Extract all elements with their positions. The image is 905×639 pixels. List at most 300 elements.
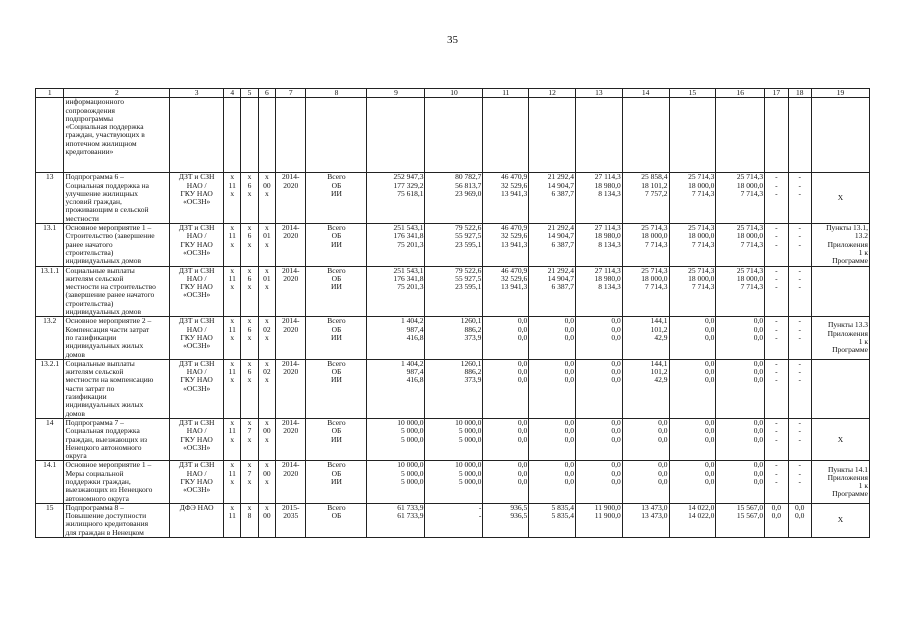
row-source-line: Всего (327, 503, 346, 512)
row-value-line: 18 980,0 (594, 231, 621, 241)
row-value-line: 0,0 (658, 476, 668, 486)
row-code-line: 00 (263, 468, 271, 478)
row-value (788, 418, 811, 460)
row-value (669, 461, 716, 503)
row-code-line: x (264, 460, 269, 470)
row-value-line: 27 114,3 (594, 266, 621, 275)
row-value (622, 224, 669, 266)
row-value (575, 224, 622, 266)
row-code-line: 8 (247, 511, 252, 521)
row-source-line: Всего (327, 223, 346, 233)
row-value (575, 266, 622, 317)
row-value-line: 886,2 (464, 324, 482, 334)
row-value-line: 75 201,3 (397, 282, 424, 292)
row-value-line: 0,0 (658, 418, 668, 427)
row-name (64, 317, 170, 359)
intro-empty-cell (788, 98, 811, 173)
row-value (716, 317, 765, 359)
row-value-line: 251 543,1 (393, 223, 424, 233)
row-value-line: - (775, 332, 778, 342)
row-code (224, 317, 241, 359)
row-value (575, 418, 622, 460)
row-value-line: 0,0 (611, 316, 621, 326)
row-value-line: 0,0 (517, 426, 528, 436)
row-value (425, 503, 483, 537)
row-years-line: 2020 (283, 468, 299, 478)
row-value-line: 8 134,3 (598, 239, 621, 249)
row-value (367, 503, 425, 537)
row-value-line: - (798, 223, 801, 233)
row-name-line: автономного округа (65, 493, 129, 503)
row-value-line: 416,8 (406, 332, 424, 342)
row-value-line: 0,0 (753, 418, 764, 427)
row-value (765, 317, 788, 359)
row-name-line: домов (65, 408, 85, 418)
row-value-line: 32 529,6 (500, 273, 528, 283)
row-value (425, 266, 483, 317)
row-note-line: 1 к (858, 337, 868, 347)
row-years-line: 2014- (281, 266, 300, 275)
row-value (669, 503, 716, 537)
row-note-line: Программе (832, 345, 868, 355)
row-executor (170, 503, 224, 537)
row-name-line: Подпрограмма 7 – (65, 418, 124, 427)
row-value (788, 173, 811, 224)
row-value (425, 461, 483, 503)
header-cell: 14 (622, 89, 669, 98)
intro-empty-cell (575, 98, 622, 173)
row-value-line: - (798, 188, 801, 198)
row-code (224, 461, 241, 503)
row-value (788, 359, 811, 418)
row-years (275, 173, 306, 224)
row-value (529, 503, 576, 537)
intro-name-line: кредитовании» (65, 147, 114, 157)
row-name-line: индивидуальных жилых (65, 341, 144, 351)
row-code-line: x (230, 188, 235, 198)
row-value-line: 23 595,1 (455, 239, 482, 249)
row-value (669, 418, 716, 460)
row-code-line: x (230, 282, 235, 292)
row-value-line: - (775, 180, 778, 190)
row-value-line: - (798, 418, 801, 427)
row-number: 13.2.1 (36, 359, 64, 418)
row-code-line: x (264, 418, 269, 427)
row-value-line: 46 470,9 (500, 172, 528, 182)
row-code-line: 00 (263, 180, 271, 190)
row-value-line: 14 904,7 (547, 273, 574, 283)
row-executor-line: ГКУ НАО (180, 282, 213, 292)
row-name (64, 266, 170, 317)
row-number: 13 (36, 173, 64, 224)
row-value-line: 0,0 (611, 434, 621, 444)
header-cell: 11 (483, 89, 529, 98)
row-executor-line: ДЗТ и СЗН (178, 316, 215, 326)
row-name-line: Социальные выплаты (65, 266, 135, 275)
row-value-line: 0,0 (795, 503, 805, 512)
row-name-line: индивидуальных домов (65, 256, 142, 266)
intro-empty-cell (765, 98, 788, 173)
row-value-line: 25 858,4 (641, 172, 668, 182)
row-value-line: 18 000,0 (688, 180, 715, 190)
row-note-line: Пункты 13.1, (826, 223, 868, 233)
row-value (669, 317, 716, 359)
row-value-line: 0,0 (753, 434, 764, 444)
row-years (275, 266, 306, 317)
row-value (529, 224, 576, 266)
row-name-line: индивидуальных жилых (65, 400, 144, 410)
row-value-line: 5 000,0 (400, 434, 424, 444)
row-value-line: 11 900,0 (594, 511, 621, 521)
row-value-line: 0,0 (704, 359, 715, 368)
row-years-line: 2020 (283, 367, 299, 377)
row-value-line: 0,0 (517, 434, 528, 444)
row-name-line: Подпрограмма 8 – (65, 503, 124, 512)
row-name-line: Повышение доступности (65, 511, 147, 521)
row-value-line: 0,0 (517, 359, 528, 368)
row-value-line: 55 927,5 (455, 273, 482, 283)
header-cell: 3 (170, 89, 224, 98)
row-value (483, 461, 529, 503)
row-years-line: 2020 (283, 273, 299, 283)
row-value-line: 75 618,1 (397, 188, 424, 198)
row-value-line: 61 733,9 (397, 503, 424, 512)
row-executor (170, 224, 224, 266)
row-value (483, 266, 529, 317)
row-value (765, 418, 788, 460)
row-value-line: 0,0 (704, 332, 715, 342)
row-value-line: 0,0 (704, 460, 715, 470)
row-value-line: 0,0 (611, 476, 621, 486)
header-cell: 10 (425, 89, 483, 98)
row-value-line: 0,0 (753, 375, 764, 385)
row-value-line: 5 000,0 (458, 434, 482, 444)
row-code-line: 00 (263, 426, 271, 436)
row-source-line: Всего (327, 418, 346, 427)
row-value-line: 0,0 (564, 460, 574, 470)
intro-name-line: ипотечном жилищном (65, 138, 137, 148)
row-value-line: 10 000,0 (455, 418, 482, 427)
row-years-line: 2015- (281, 503, 300, 512)
row-code (258, 503, 275, 537)
row-value-line: 0,0 (611, 324, 621, 334)
row-value-line: 987,4 (406, 367, 424, 377)
row-code-line: x (247, 332, 252, 342)
row-code-line: x (230, 316, 235, 326)
row-value-line: 7 714,3 (740, 188, 764, 198)
row-name-line: Социальные выплаты (65, 359, 135, 368)
row-note (811, 461, 869, 503)
intro-empty-cell (811, 98, 869, 173)
row-value (575, 317, 622, 359)
row-code-line: x (230, 418, 235, 427)
header-cell: 19 (811, 89, 869, 98)
row-note-line: 1 к (858, 247, 868, 257)
row-name (64, 224, 170, 266)
row-value-line: 251 543,1 (393, 266, 424, 275)
row-executor-line: НАО / (186, 273, 207, 283)
row-value (483, 359, 529, 418)
row-executor-line: ДЗТ и СЗН (178, 266, 215, 275)
row-value (716, 224, 765, 266)
intro-empty-cell (258, 98, 275, 173)
row-value-line: 25 714,3 (688, 223, 715, 233)
row-value-line: 0,0 (704, 316, 715, 326)
row-executor (170, 317, 224, 359)
row-value-line: 10 000,0 (397, 418, 424, 427)
row-code-line: x (264, 172, 269, 182)
row-value (367, 359, 425, 418)
row-value-line: 886,2 (464, 367, 482, 377)
row-value-line: - (775, 468, 778, 478)
intro-empty-cell (275, 98, 306, 173)
row-value (483, 503, 529, 537)
row-source-line: ОБ (331, 180, 342, 190)
row-code-line: 11 (228, 273, 236, 283)
table-row (36, 224, 870, 266)
table-row (36, 359, 870, 418)
row-value (765, 461, 788, 503)
row-value-line: 0,0 (564, 468, 574, 478)
row-value-line: 101,2 (650, 367, 668, 377)
row-code-line: 02 (263, 324, 271, 334)
row-value-line: 79 522,6 (455, 266, 482, 275)
row-code-line: 01 (263, 273, 271, 283)
row-value-line: - (775, 273, 778, 283)
row-code (224, 266, 241, 317)
row-name-line: Социальная поддержка на (65, 180, 149, 190)
row-code-line: x (264, 188, 269, 198)
row-value (529, 359, 576, 418)
header-cell: 2 (64, 89, 170, 98)
row-note (811, 418, 869, 460)
row-name-line: проживающим в сельской (65, 205, 149, 215)
row-executor-line: «ОСЗН» (183, 383, 211, 393)
row-note-line: X (837, 193, 844, 203)
row-name-line: части затрат по (65, 383, 115, 393)
row-value (529, 173, 576, 224)
row-source-line: Всего (327, 460, 346, 470)
row-note (811, 173, 869, 224)
row-code-line: x (264, 239, 269, 249)
row-value-line: 25 714,3 (688, 172, 715, 182)
row-value-line: 0,0 (771, 503, 781, 512)
row-value-line: 13 473,0 (641, 511, 668, 521)
row-executor-line: ДЗТ и СЗН (178, 418, 215, 427)
row-code-line: x (247, 223, 252, 233)
intro-empty-cell (241, 98, 258, 173)
intro-empty-cell (669, 98, 716, 173)
row-source (306, 317, 367, 359)
intro-empty-cell (367, 98, 425, 173)
header-cell: 12 (529, 89, 576, 98)
row-source (306, 418, 367, 460)
row-source-line: ОБ (331, 273, 342, 283)
row-code (258, 266, 275, 317)
row-value-line: - (798, 375, 801, 385)
row-value (669, 359, 716, 418)
row-name-line: местности на компенсацию (65, 375, 154, 385)
row-value-line: 0,0 (753, 324, 764, 334)
row-name-line: по газификации (65, 332, 117, 342)
row-code-line: x (264, 476, 269, 486)
row-value-line: 75 201,3 (397, 239, 424, 249)
row-code-line: x (230, 460, 235, 470)
row-value-line: 0,0 (658, 434, 668, 444)
row-code-line: x (264, 332, 269, 342)
row-source-line: ИИ (331, 239, 342, 249)
row-value (716, 359, 765, 418)
row-note-line: 13.2 (854, 231, 868, 241)
row-value-line: 0,0 (753, 460, 764, 470)
intro-empty-cell (306, 98, 367, 173)
row-value-line: - (478, 503, 482, 512)
row-code-line: x (230, 332, 235, 342)
row-value (575, 461, 622, 503)
row-executor-line: ДФЭ НАО (179, 503, 214, 512)
row-note-line: X (837, 434, 844, 444)
row-name-line: граждан, выезжающих из (65, 434, 148, 444)
row-code (258, 317, 275, 359)
row-note-line: Программе (832, 256, 868, 266)
table-row (36, 503, 870, 537)
row-executor-line: ГКУ НАО (180, 434, 213, 444)
row-value-line: - (798, 180, 801, 190)
row-value-line: 18 101,2 (641, 180, 668, 190)
row-code (241, 503, 258, 537)
row-value-line: - (798, 266, 801, 275)
row-name-line: жилищного кредитования (65, 519, 149, 529)
row-value-line: 0,0 (753, 468, 764, 478)
row-code-line: x (264, 282, 269, 292)
row-code-line: x (230, 223, 235, 233)
row-value (716, 461, 765, 503)
row-value-line: 7 714,3 (691, 282, 715, 292)
row-value-line: - (798, 468, 801, 478)
row-number: 13.2 (36, 317, 64, 359)
row-note-line: Приложения (827, 472, 868, 482)
row-value-line: 6 387,7 (551, 188, 574, 198)
row-value-line: 6 387,7 (551, 282, 574, 292)
row-value (765, 266, 788, 317)
row-value (622, 461, 669, 503)
row-value-line: - (775, 231, 778, 241)
row-code-line: 02 (263, 367, 271, 377)
row-value (425, 173, 483, 224)
row-value-line: - (775, 172, 778, 182)
row-code (258, 224, 275, 266)
row-code (224, 418, 241, 460)
row-value-line: 11 900,0 (594, 503, 621, 512)
row-value-line: 55 927,5 (455, 231, 482, 241)
row-years (275, 418, 306, 460)
row-value-line: 18 000,0 (688, 231, 715, 241)
row-value-line: - (798, 324, 801, 334)
row-value-line: 5 000,0 (400, 468, 424, 478)
row-code-line: x (247, 359, 252, 368)
row-value-line: 25 714,3 (736, 223, 764, 233)
row-code-line: 7 (247, 426, 252, 436)
row-code-line: x (264, 434, 269, 444)
row-value-line: 5 000,0 (400, 476, 424, 486)
row-name-line: Основное мероприятие 1 – (65, 460, 152, 470)
row-value (367, 317, 425, 359)
row-value (622, 317, 669, 359)
row-value (669, 266, 716, 317)
row-value-line: 177 329,2 (393, 180, 424, 190)
row-source-line: ИИ (331, 332, 342, 342)
row-code-line: x (247, 172, 252, 182)
row-number: 14.1 (36, 461, 64, 503)
row-name-line: ранее начатого (65, 239, 113, 249)
row-value-line: 0,0 (564, 426, 574, 436)
row-value-line: - (775, 460, 778, 470)
row-value-line: 0,0 (611, 418, 621, 427)
intro-empty-cell (716, 98, 765, 173)
row-value-line: - (798, 434, 801, 444)
row-note (811, 317, 869, 359)
row-value-line: 18 980,0 (594, 273, 621, 283)
row-value-line: 7 714,3 (740, 282, 764, 292)
row-name (64, 503, 170, 537)
intro-name-line: подпрограммы (65, 113, 114, 123)
row-code-line: x (230, 239, 235, 249)
header-cell: 8 (306, 89, 367, 98)
row-value-line: - (798, 359, 801, 368)
row-value-line: - (798, 231, 801, 241)
row-value (622, 266, 669, 317)
row-executor-line: «ОСЗН» (183, 442, 211, 452)
row-value-line: 0,0 (517, 316, 528, 326)
row-executor-line: НАО / (186, 180, 207, 190)
row-value-line: 0,0 (611, 367, 621, 377)
row-source (306, 503, 367, 537)
header-cell: 7 (275, 89, 306, 98)
row-code-line: x (264, 375, 269, 385)
row-name-line: Строительство (завершение (65, 231, 155, 241)
row-source (306, 461, 367, 503)
row-executor (170, 173, 224, 224)
row-code-line: x (264, 503, 269, 512)
row-code-line: x (230, 503, 235, 512)
row-source-line: ОБ (331, 324, 342, 334)
row-value (483, 224, 529, 266)
row-value-line: 32 529,6 (500, 231, 528, 241)
row-value (716, 266, 765, 317)
row-name-line: Компенсация части затрат (65, 324, 150, 334)
row-executor-line: НАО / (186, 468, 207, 478)
row-value (765, 359, 788, 418)
intro-empty-cell (529, 98, 576, 173)
row-value-line: 7 714,3 (691, 239, 715, 249)
row-executor (170, 418, 224, 460)
row-value-line: - (775, 359, 778, 368)
row-name-line: поддержки граждан, (65, 476, 131, 486)
row-source-line: ИИ (331, 188, 342, 198)
row-value-line: 46 470,9 (500, 223, 528, 233)
row-note-line: Приложения (827, 239, 868, 249)
row-source-line: ОБ (331, 367, 342, 377)
row-executor-line: НАО / (186, 324, 207, 334)
row-source-line: Всего (327, 266, 346, 275)
row-code-line: 11 (228, 324, 236, 334)
row-value-line: 101,2 (650, 324, 668, 334)
row-source (306, 224, 367, 266)
row-name-line: местности (65, 213, 99, 223)
row-value-line: 10 000,0 (455, 460, 482, 470)
row-value-line: 0,0 (564, 476, 574, 486)
row-value (622, 173, 669, 224)
